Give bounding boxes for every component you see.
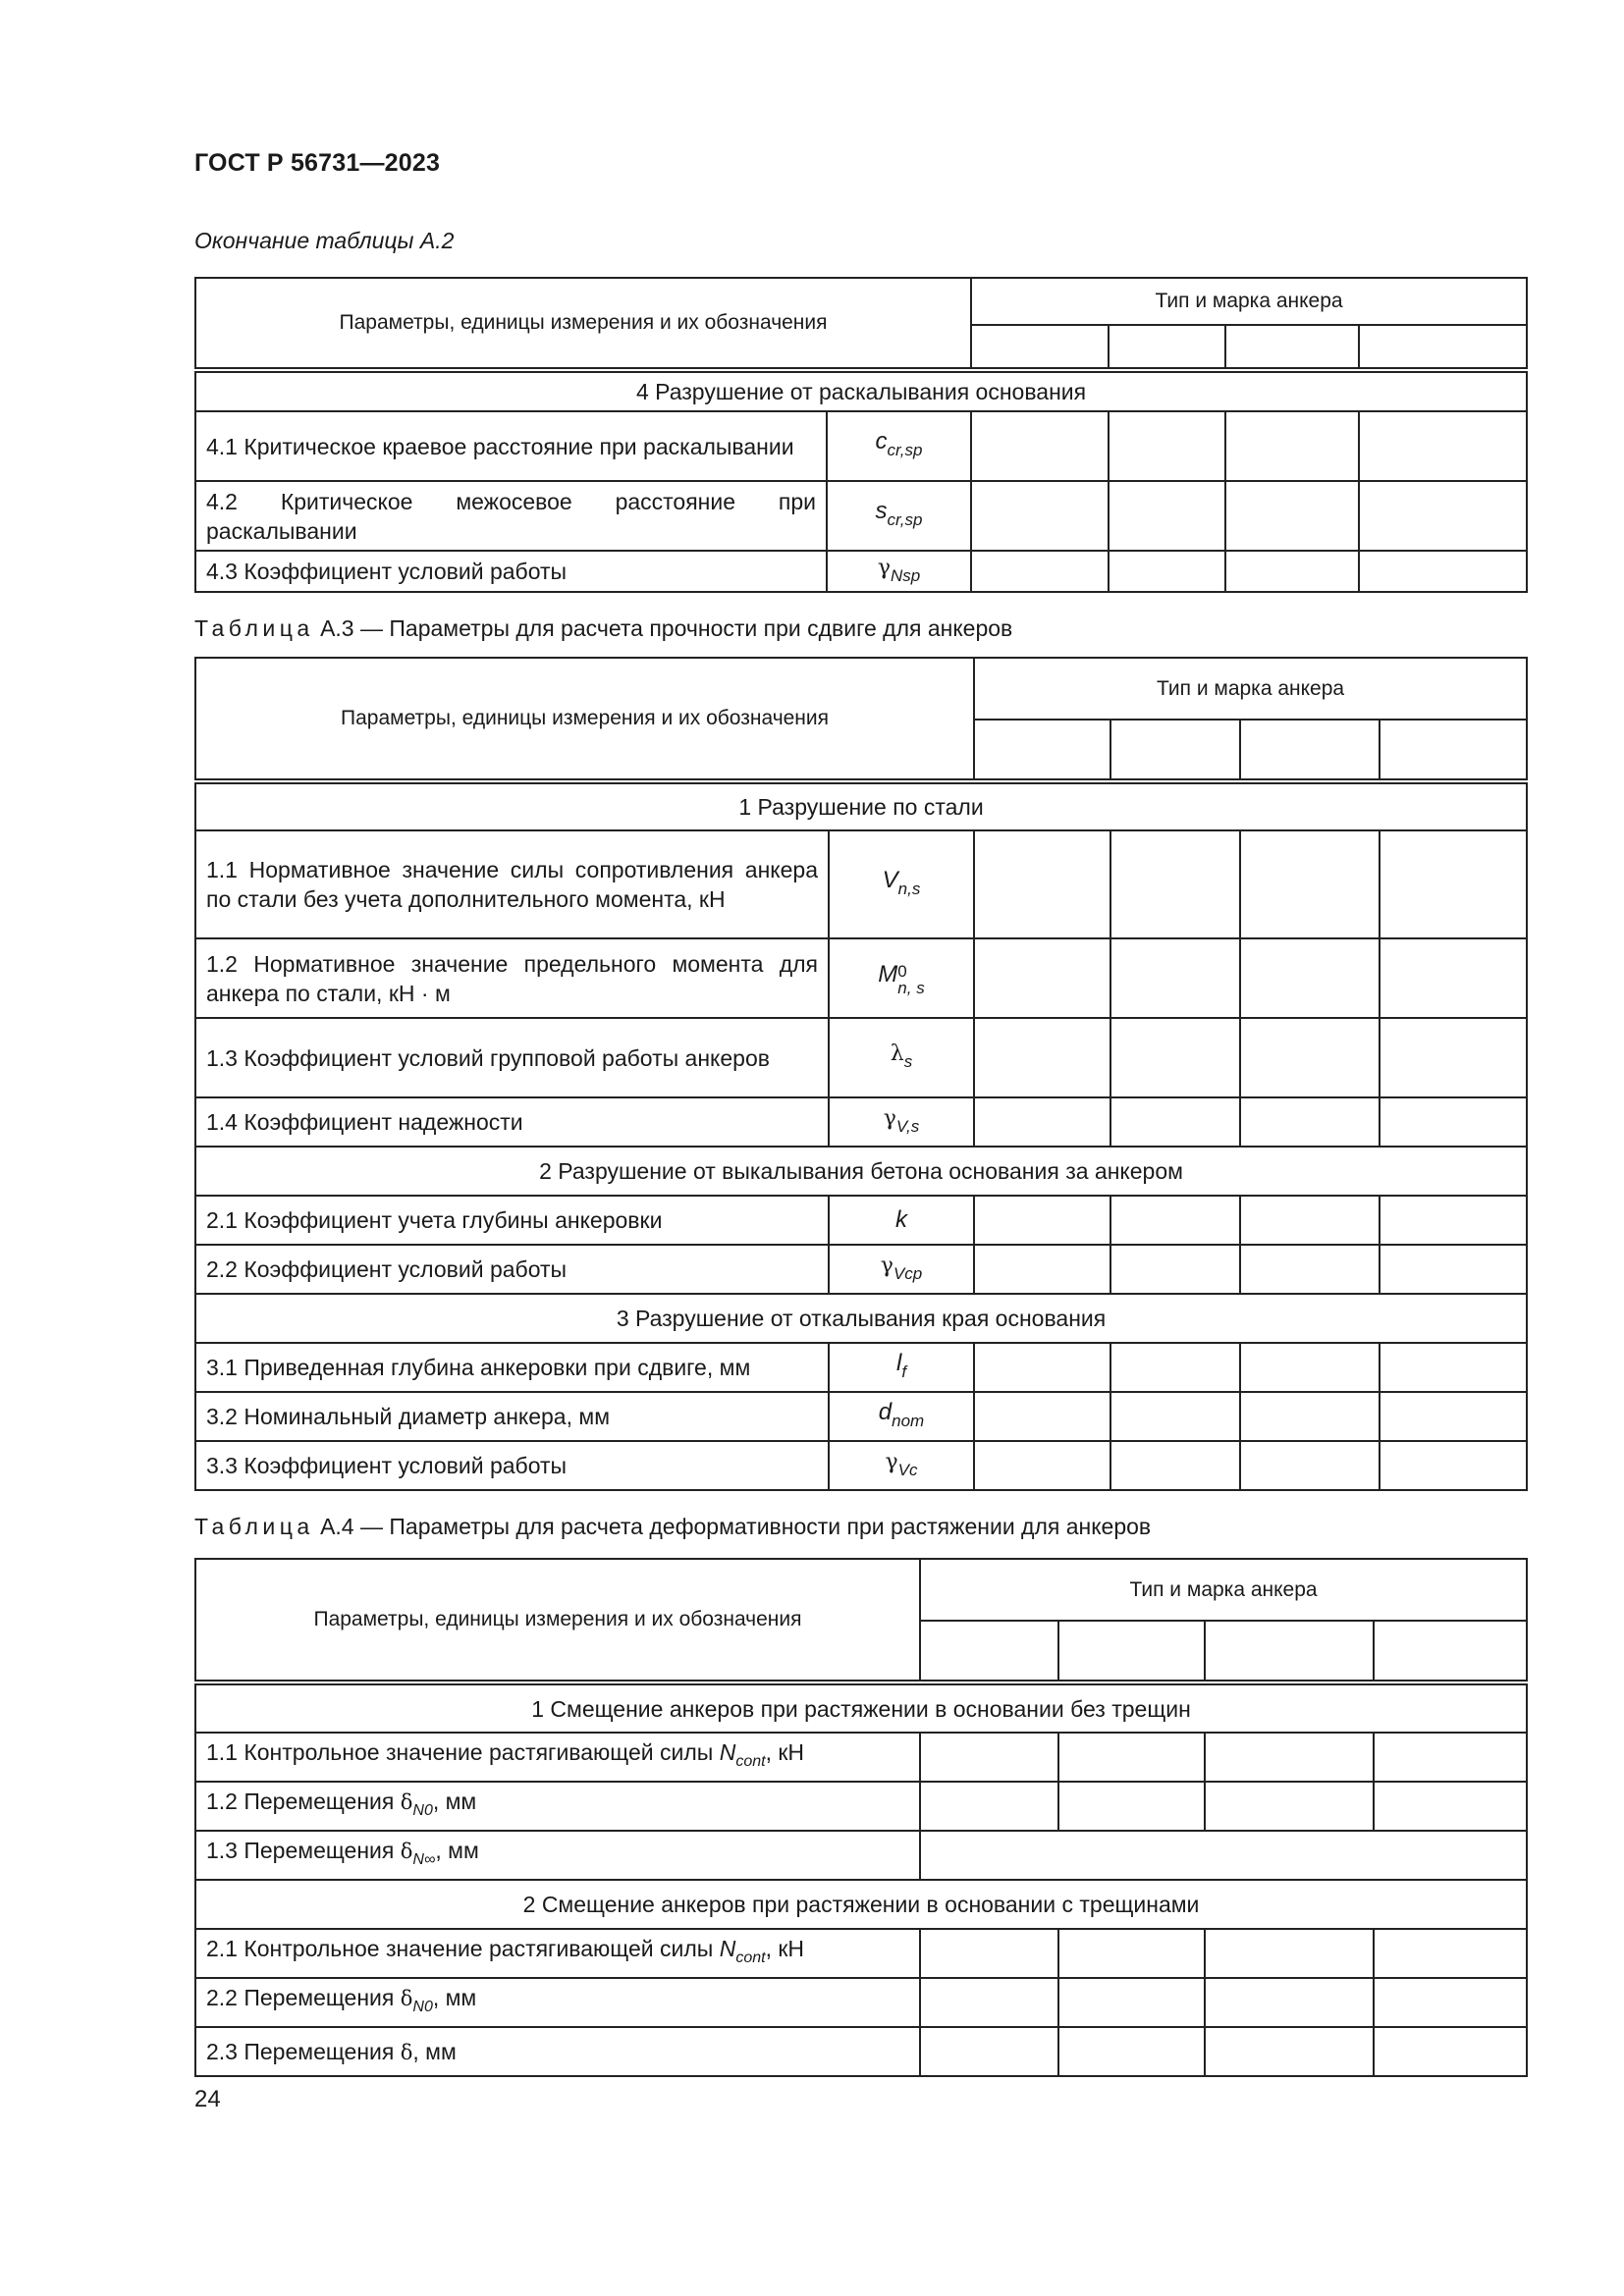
value-cell — [1058, 1978, 1205, 2027]
param-symbol: k — [829, 1196, 974, 1245]
section-heading: 2 Разрушение от выкалывания бетона основания за анкером — [195, 1147, 1527, 1196]
value-cell — [1240, 1196, 1380, 1245]
value-cell — [1374, 1782, 1527, 1831]
value-cell — [1240, 938, 1380, 1018]
value-cell — [1205, 1978, 1374, 2027]
section-heading: 1 Смещение анкеров при растяжении в основании без трещин — [195, 1682, 1527, 1733]
param-label: 4.1 Критическое краевое расстояние при раскалывании — [195, 411, 827, 481]
param-label: 1.2 Нормативное значение предельного момента для анкера по стали, кН · м — [195, 938, 829, 1018]
anchor-type-cell — [1380, 720, 1527, 781]
value-cell — [1110, 830, 1240, 938]
table-a4-caption: Таблица А.4 — Параметры для расчета деформативности при растяжении для анкеров — [194, 1514, 1152, 1539]
param-label: 3.1 Приведенная глубина анкеровки при сдвиге, мм — [195, 1343, 829, 1392]
param-label: 2.3 Перемещения δ, мм — [195, 2027, 920, 2076]
value-cell — [1205, 1733, 1374, 1782]
value-cell — [974, 1392, 1110, 1441]
document-id: ГОСТ Р 56731—2023 — [194, 149, 441, 177]
section-heading: 1 Разрушение по стали — [195, 781, 1527, 830]
value-cell — [1225, 551, 1359, 592]
section-heading: 3 Разрушение от откалывания края основания — [195, 1294, 1527, 1343]
param-label: 4.2 Критическое межосевое расстояние при раскалывании — [195, 481, 827, 551]
value-cell — [1110, 1245, 1240, 1294]
anchor-type-cell — [1110, 720, 1240, 781]
anchor-type-cell — [1359, 325, 1527, 370]
value-cell — [1380, 1343, 1527, 1392]
value-cell — [974, 1245, 1110, 1294]
table-a4 — [194, 1558, 1528, 2077]
value-cell — [1225, 411, 1359, 481]
param-label: 2.2 Перемещения $\delta_{N0}$, мм — [195, 1978, 920, 2027]
value-cell — [1359, 551, 1527, 592]
value-cell — [920, 1978, 1058, 2027]
value-cell-merged — [920, 1831, 1527, 1880]
param-symbol: $\gamma_{Vcp}$ — [829, 1245, 974, 1294]
value-cell — [1058, 1782, 1205, 1831]
param-symbol: $s_{cr,sp}$ — [827, 481, 971, 551]
param-label: 1.1 Нормативное значение силы сопротивления анкера по стали без учета дополнительного момента, кН — [195, 830, 829, 938]
value-cell — [1109, 551, 1225, 592]
page-number: 24 — [194, 2086, 221, 2112]
value-cell — [971, 411, 1109, 481]
value-cell — [974, 1097, 1110, 1147]
value-cell — [1205, 1929, 1374, 1978]
anchor-type-cell — [971, 325, 1109, 370]
value-cell — [1359, 481, 1527, 551]
anchor-type-cell — [920, 1621, 1058, 1682]
param-label: 2.1 Коэффициент учета глубины анкеровки — [195, 1196, 829, 1245]
table-a2-caption: Окончание таблицы А.2 — [194, 228, 455, 253]
value-cell — [1240, 1441, 1380, 1490]
anchor-type-cell — [1109, 325, 1225, 370]
value-cell — [1240, 1097, 1380, 1147]
value-cell — [1380, 1018, 1527, 1097]
param-label: 4.3 Коэффициент условий работы — [195, 551, 827, 592]
param-symbol: $\lambda_s$ — [829, 1018, 974, 1097]
anchor-type-cell — [1205, 1621, 1374, 1682]
table-a3-caption: Таблица А.3 — Параметры для расчета прочности при сдвиге для анкеров — [194, 615, 1013, 641]
param-symbol: $c_{cr,sp}$ — [827, 411, 971, 481]
value-cell — [1058, 1929, 1205, 1978]
table-a2 — [194, 277, 1528, 593]
param-symbol: $\gamma_{V,s}$ — [829, 1097, 974, 1147]
value-cell — [971, 551, 1109, 592]
value-cell — [920, 2027, 1058, 2076]
anchor-type-cell — [1240, 720, 1380, 781]
params-header: Параметры, единицы измерения и их обозначения — [195, 278, 971, 370]
value-cell — [1240, 1343, 1380, 1392]
value-cell — [974, 938, 1110, 1018]
value-cell — [1225, 481, 1359, 551]
param-symbol: $\gamma_{Vc}$ — [829, 1441, 974, 1490]
value-cell — [1380, 830, 1527, 938]
table-a3 — [194, 657, 1528, 1491]
param-label: 2.1 Контрольное значение растягивающей силы $N_{cont}$, кН — [195, 1929, 920, 1978]
anchor-type-cell — [1058, 1621, 1205, 1682]
value-cell — [1240, 1392, 1380, 1441]
value-cell — [920, 1733, 1058, 1782]
value-cell — [1109, 481, 1225, 551]
value-cell — [1058, 1733, 1205, 1782]
section-heading: 4 Разрушение от раскалывания основания — [195, 370, 1527, 411]
value-cell — [1374, 1978, 1527, 2027]
value-cell — [1205, 1782, 1374, 1831]
param-symbol: $d_{nom}$ — [829, 1392, 974, 1441]
param-symbol: $V_{n,s}$ — [829, 830, 974, 938]
value-cell — [1374, 1733, 1527, 1782]
param-label: 3.3 Коэффициент условий работы — [195, 1441, 829, 1490]
value-cell — [1110, 1196, 1240, 1245]
value-cell — [1205, 2027, 1374, 2076]
value-cell — [1240, 830, 1380, 938]
anchor-type-header: Тип и марка анкера — [920, 1559, 1527, 1621]
value-cell — [1240, 1018, 1380, 1097]
value-cell — [974, 1018, 1110, 1097]
anchor-type-cell — [974, 720, 1110, 781]
param-symbol: M 0 n, s — [829, 938, 974, 1018]
value-cell — [971, 481, 1109, 551]
anchor-type-cell — [1225, 325, 1359, 370]
value-cell — [974, 1343, 1110, 1392]
param-label: 1.3 Коэффициент условий групповой работы анкеров — [195, 1018, 829, 1097]
value-cell — [1110, 938, 1240, 1018]
value-cell — [1380, 1097, 1527, 1147]
value-cell — [920, 1782, 1058, 1831]
value-cell — [920, 1929, 1058, 1978]
param-symbol: $l_f$ — [829, 1343, 974, 1392]
value-cell — [974, 1441, 1110, 1490]
value-cell — [1109, 411, 1225, 481]
param-label: 1.4 Коэффициент надежности — [195, 1097, 829, 1147]
value-cell — [1380, 938, 1527, 1018]
value-cell — [1380, 1392, 1527, 1441]
param-symbol: $\gamma_{Nsp}$ — [827, 551, 971, 592]
value-cell — [1380, 1196, 1527, 1245]
param-label: 1.1 Контрольное значение растягивающей силы $N_{cont}$, кН — [195, 1733, 920, 1782]
value-cell — [1374, 2027, 1527, 2076]
value-cell — [974, 1196, 1110, 1245]
value-cell — [1110, 1343, 1240, 1392]
value-cell — [1380, 1245, 1527, 1294]
value-cell — [1110, 1097, 1240, 1147]
value-cell — [974, 830, 1110, 938]
value-cell — [1110, 1018, 1240, 1097]
value-cell — [1359, 411, 1527, 481]
param-label: 1.2 Перемещения $\delta_{N0}$, мм — [195, 1782, 920, 1831]
value-cell — [1374, 1929, 1527, 1978]
value-cell — [1380, 1441, 1527, 1490]
param-label: 3.2 Номинальный диаметр анкера, мм — [195, 1392, 829, 1441]
anchor-type-header: Тип и марка анкера — [974, 658, 1527, 720]
value-cell — [1110, 1392, 1240, 1441]
params-header: Параметры, единицы измерения и их обозначения — [195, 658, 974, 781]
value-cell — [1240, 1245, 1380, 1294]
section-heading: 2 Смещение анкеров при растяжении в основании с трещинами — [195, 1880, 1527, 1929]
params-header: Параметры, единицы измерения и их обозначения — [195, 1559, 920, 1682]
param-label: 2.2 Коэффициент условий работы — [195, 1245, 829, 1294]
param-label: 1.3 Перемещения $\delta_{N\infty}$, мм — [195, 1831, 920, 1880]
value-cell — [1110, 1441, 1240, 1490]
value-cell — [1058, 2027, 1205, 2076]
anchor-type-header: Тип и марка анкера — [971, 278, 1527, 325]
anchor-type-cell — [1374, 1621, 1527, 1682]
